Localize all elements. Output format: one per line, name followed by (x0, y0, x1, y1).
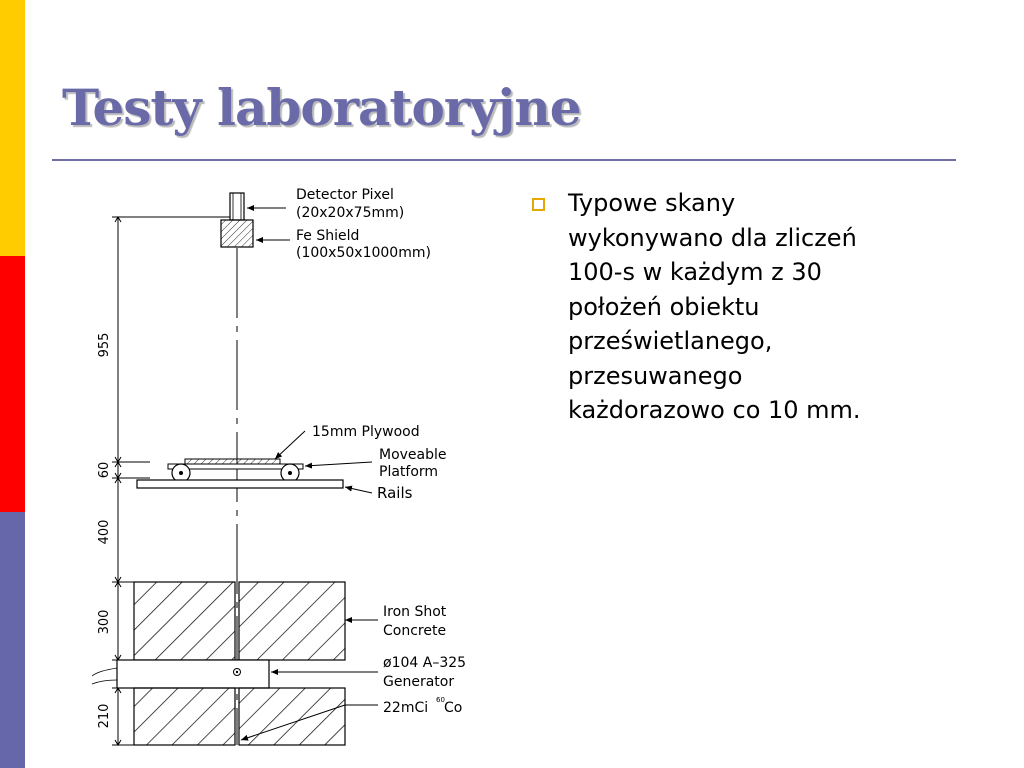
label-plywood: 15mm Plywood (312, 424, 420, 440)
label-detector-pixel: Detector Pixel (296, 187, 394, 203)
dimension-label-955: 955 (97, 332, 112, 358)
source-marker (234, 669, 241, 676)
rails (137, 480, 343, 488)
label-source: 22mCi (383, 700, 429, 716)
square-bullet-icon (532, 198, 545, 211)
label-iron-shot: Iron Shot (383, 604, 447, 620)
iron-shot-concrete-upper (134, 582, 345, 660)
label-moveable: Moveable (379, 447, 447, 463)
moveable-platform (168, 459, 303, 482)
title-underline (52, 159, 956, 161)
bullet-text: Typowe skany wykonywano dla zliczeń 100-s w każdym z 30 położeń obiektu prześwietlanego, przesuwanego każdorazowo co 10 mm. (568, 189, 861, 424)
detector-pixel (230, 193, 244, 220)
accent-bar-blue (0, 512, 25, 768)
accent-bar-red (0, 256, 25, 512)
fe-shield (221, 220, 253, 247)
label-rails: Rails (377, 484, 413, 502)
label-fe-shield: Fe Shield (296, 228, 360, 244)
label-fe-shield-size: (100x50x1000mm) (296, 245, 431, 261)
lab-setup-diagram (80, 180, 490, 765)
dimension-label-300: 300 (97, 609, 112, 635)
dimension-label-210: 210 (97, 703, 112, 729)
label-detector-pixel-size: (20x20x75mm) (296, 205, 405, 221)
generator-tube (117, 660, 269, 688)
slide-title: Testy laboratoryjne (62, 78, 581, 137)
label-generator-model: ø104 A–325 (383, 655, 467, 671)
dimension-label-400: 400 (97, 519, 112, 545)
accent-bar-yellow (0, 0, 25, 256)
dimension-label-60: 60 (97, 461, 112, 479)
label-source-superscript: 60 (436, 696, 445, 704)
label-source-element: Co (444, 700, 463, 716)
label-concrete: Concrete (383, 623, 447, 639)
label-platform: Platform (379, 464, 439, 480)
iron-shot-concrete-lower (134, 688, 345, 745)
label-generator: Generator (383, 674, 455, 690)
bullet-item (530, 186, 960, 428)
